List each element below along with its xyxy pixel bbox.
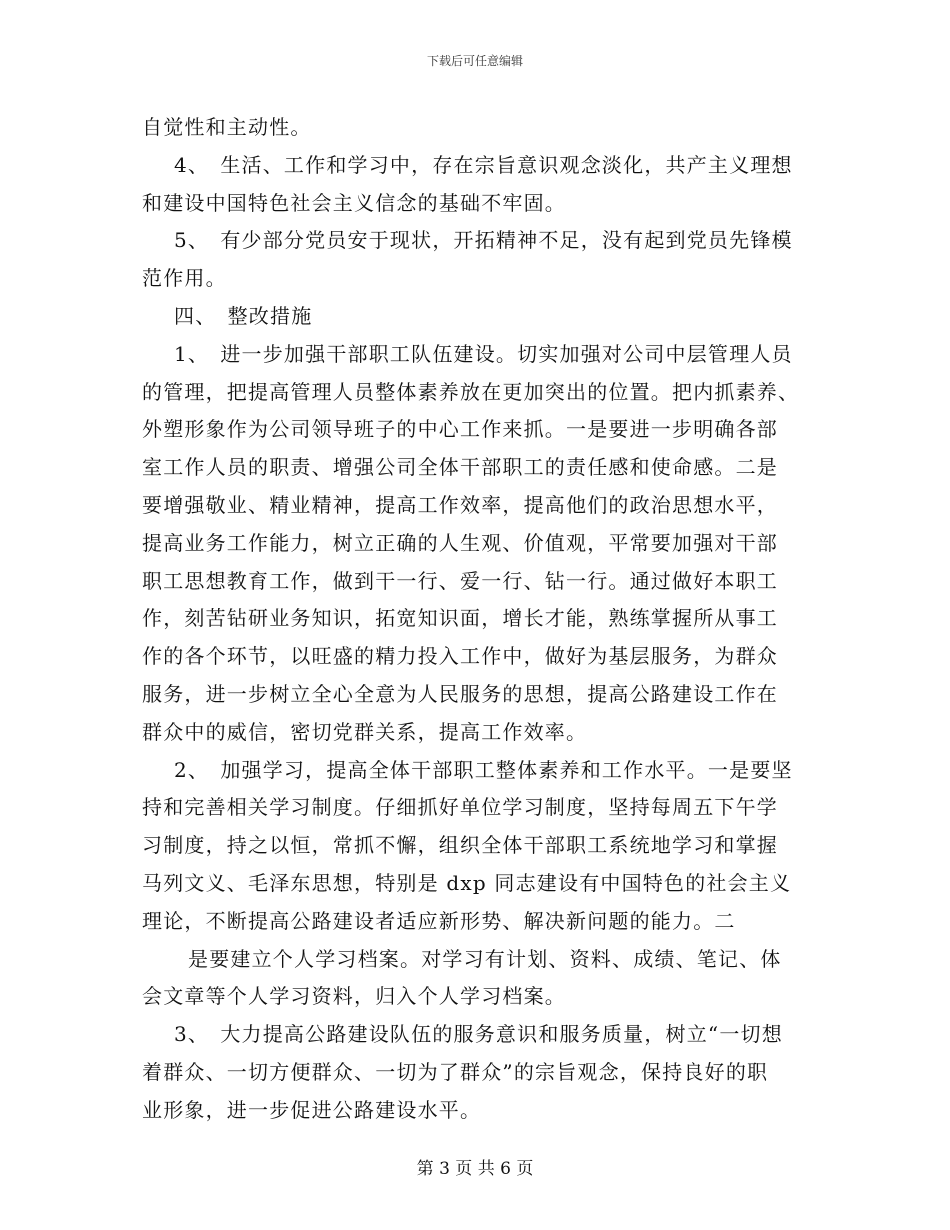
paragraph-line: 着群众、一切方便群众、一切为了群众”的宗旨观念，保持良好的职 bbox=[142, 1059, 769, 1084]
paragraph-line: 作的各个环节，以旺盛的精力投入工作中，做好为基层服务，为群众 bbox=[142, 644, 778, 669]
paragraph-line: 范作用。 bbox=[142, 266, 227, 291]
page-number-footer: 第 3 页 共 6 页 bbox=[416, 1159, 534, 1179]
paragraph-line: 理论，不断提高公路建设者适应新形势、解决新问题的能力。二 bbox=[142, 908, 736, 933]
paragraph-line: 服务，进一步树立全心全意为人民服务的思想，提高公路建设工作在 bbox=[142, 681, 778, 706]
paragraph-line: 3、 大力提高公路建设队伍的服务意识和服务质量，树立“一切想 bbox=[174, 1022, 783, 1047]
paragraph-line: 群众中的威信，密切党群关系，提高工作效率。 bbox=[142, 719, 588, 744]
paragraph-line: 是要建立个人学习档案。对学习有计划、资料、成绩、笔记、体 bbox=[188, 946, 782, 971]
paragraph-line: 外塑形象作为公司领导班子的中心工作来抓。一是要进一步明确各部 bbox=[142, 417, 778, 442]
document-body bbox=[142, 109, 808, 1130]
paragraph-line: 室工作人员的职责、增强公司全体干部职工的责任感和使命感。二是 bbox=[142, 455, 778, 480]
paragraph-line: 5、 有少部分党员安于现状，开拓精神不足，没有起到党员先锋模 bbox=[174, 228, 793, 253]
paragraph-line: 习制度，持之以恒，常抓不懈，组织全体干部职工系统地学习和掌握 bbox=[142, 833, 778, 858]
paragraph-line: 1、 进一步加强干部职工队伍建设。切实加强对公司中层管理人员 bbox=[174, 341, 793, 366]
paragraph-line: 业形象，进一步促进公路建设水平。 bbox=[142, 1097, 482, 1122]
paragraph-line: 马列文义、毛泽东思想，特别是 dxp 同志建设有中国特色的社会主义 bbox=[142, 870, 792, 895]
paragraph-line: 提高业务工作能力，树立正确的人生观、价值观，平常要加强对干部 bbox=[142, 530, 778, 555]
paragraph-line: 和建设中国特色社会主义信念的基础不牢固。 bbox=[142, 190, 566, 215]
paragraph-line: 4、 生活、工作和学习中，存在宗旨意识观念淡化，共产主义理想 bbox=[174, 152, 793, 177]
paragraph-line: 持和完善相关学习制度。仔细抓好单位学习制度，坚持每周五下午学 bbox=[142, 795, 778, 820]
paragraph-line: 2、 加强学习，提高全体干部职工整体素养和工作水平。一是要坚 bbox=[174, 757, 793, 782]
section-heading: 四、 整改措施 bbox=[174, 303, 313, 328]
paragraph-line: 作，刻苦钻研业务知识，拓宽知识面，增长才能，熟练掌握所从事工 bbox=[142, 606, 778, 631]
paragraph-line: 职工思想教育工作，做到干一行、爱一行、钻一行。通过做好本职工 bbox=[142, 568, 778, 593]
paragraph-line: 要增强敬业、精业精神，提高工作效率，提高他们的政治思想水平， bbox=[142, 492, 778, 517]
paragraph-line: 会文章等个人学习资料，归入个人学习档案。 bbox=[142, 984, 566, 1009]
paragraph-line: 的管理，把提高管理人员整体素养放在更加突出的位置。把内抓素养、 bbox=[142, 379, 800, 404]
paragraph-line: 自觉性和主动性。 bbox=[142, 115, 312, 139]
page-header: 下载后可任意编辑 bbox=[426, 54, 523, 68]
